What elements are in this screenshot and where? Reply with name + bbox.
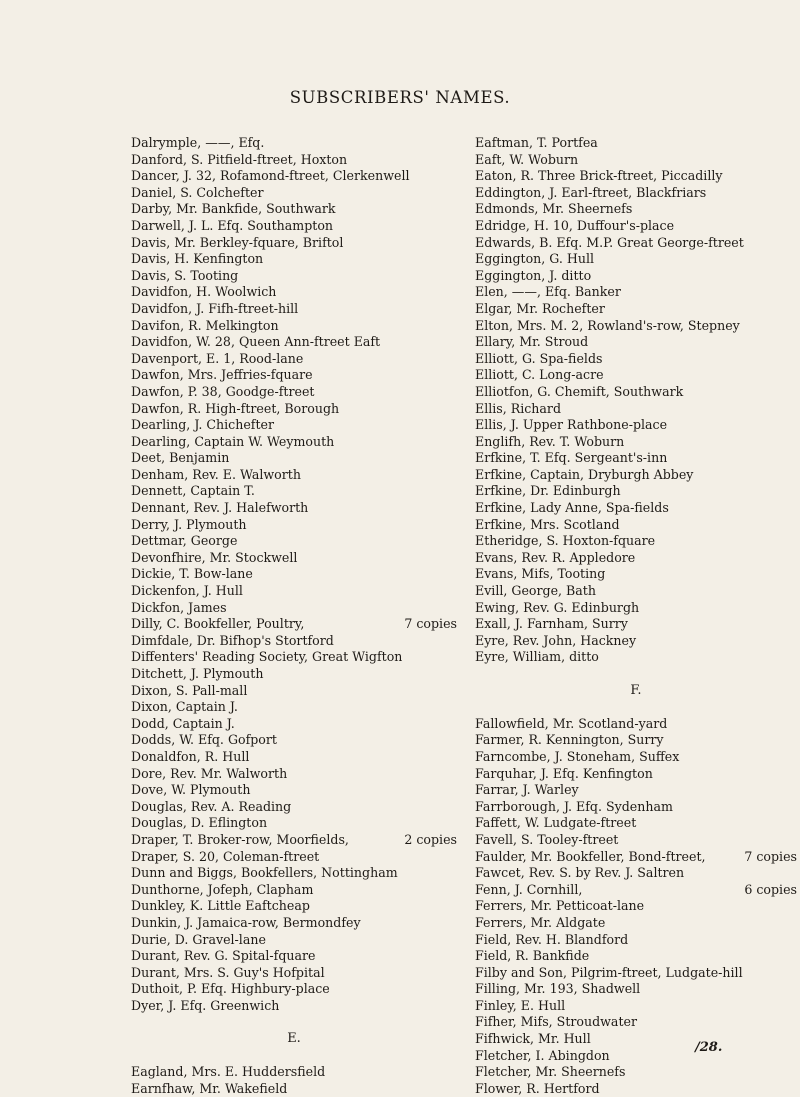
subscriber-entry (475, 616, 797, 633)
subscriber-name: Douglas, D. Eflington (131, 815, 268, 831)
subscriber-name: Durant, Mrs. S. Guy's Hofpital (131, 964, 325, 980)
subscriber-entry (475, 948, 797, 965)
subscriber-name: Dettmar, George (131, 533, 238, 549)
subscriber-entry (131, 185, 457, 202)
subscriber-name: Ferrers, Mr. Aldgate (475, 914, 606, 930)
subscriber-entry (131, 351, 457, 368)
subscriber-name: Durant, Rev. G. Spital-fquare (131, 948, 316, 964)
subscriber-entry (475, 583, 797, 600)
subscriber-entry (475, 517, 797, 534)
subscriber-entry (131, 616, 457, 633)
subscriber-entry (131, 417, 457, 434)
subscriber-name: Elliott, G. Spa-fields (475, 350, 603, 366)
subscriber-entry (131, 915, 457, 932)
subscriber-name: Earnfhaw, Mr. Wakefield (131, 1080, 288, 1096)
subscriber-name: Dove, W. Plymouth (131, 782, 251, 798)
subscriber-name: Dancer, J. 32, Rofamond-ftreet, Clerkenwell (131, 168, 410, 184)
subscriber-name: Darwell, J. L. Efq. Southampton (131, 217, 334, 233)
subscriber-entry (131, 1081, 457, 1097)
subscriber-name: Farrborough, J. Efq. Sydenham (475, 798, 673, 814)
subscriber-name: Eggington, J. ditto (475, 267, 592, 283)
subscriber-entry (131, 981, 457, 998)
subscriber-name: Erfkine, T. Efq. Sergeant's-inn (475, 450, 668, 466)
right-column (475, 135, 797, 1097)
subscriber-entry (475, 500, 797, 517)
subscriber-entry (475, 1014, 797, 1031)
subscriber-entry (475, 168, 797, 185)
subscriber-name: Dearling, Captain W. Weymouth (131, 433, 335, 449)
page-heading: SUBSCRIBERS' NAMES. (289, 88, 511, 107)
subscriber-entry (131, 600, 457, 617)
subscriber-entry (131, 450, 457, 467)
subscriber-entry (475, 965, 797, 982)
subscriber-name: Dawfon, Mrs. Jeffries-fquare (131, 367, 313, 383)
subscriber-entry (475, 334, 797, 351)
subscriber-name: Edwards, B. Efq. M.P. Great George-ftreet (475, 234, 744, 250)
subscriber-name: Filby and Son, Pilgrim-ftreet, Ludgate-hill (475, 964, 743, 980)
subscriber-entry (475, 550, 797, 567)
subscriber-entry (475, 1031, 797, 1048)
subscriber-entry (131, 583, 457, 600)
subscriber-name: Deet, Benjamin (131, 450, 230, 466)
subscriber-name: Dunn and Biggs, Bookfellers, Nottingham (131, 865, 398, 881)
subscriber-name: Eggington, G. Hull (475, 251, 595, 267)
subscriber-entry (475, 998, 797, 1015)
section-letter: E. (287, 1031, 301, 1047)
subscriber-name: Dyer, J. Efq. Greenwich (131, 997, 280, 1013)
subscriber-name: Faffett, W. Ludgate-ftreet (475, 815, 637, 831)
subscriber-name: Dennett, Captain T. (131, 483, 255, 499)
subscriber-entry (131, 483, 457, 500)
subscriber-entry (131, 666, 457, 683)
subscriber-name: Devonfhire, Mr. Stockwell (131, 549, 298, 565)
subscriber-name: Elliotfon, G. Chemift, Southwark (475, 383, 684, 399)
subscriber-entry (131, 334, 457, 351)
subscriber-name: Dunkley, K. Little Eaftcheap (131, 898, 310, 914)
subscriber-entry (131, 500, 457, 517)
subscriber-name: Diffenters' Reading Society, Great Wigfton (131, 649, 403, 665)
subscriber-name: Dawfon, P. 38, Goodge-ftreet (131, 383, 315, 399)
subscriber-name: Erfkine, Dr. Edinburgh (475, 483, 621, 499)
subscriber-entry (475, 799, 797, 816)
subscriber-name: Fifhwick, Mr. Hull (475, 1031, 591, 1047)
subscriber-entry (131, 284, 457, 301)
subscriber-entry (131, 235, 457, 252)
subscriber-name: Erfkine, Lady Anne, Spa-fields (475, 500, 669, 516)
subscriber-entry (131, 517, 457, 534)
subscriber-entry (131, 716, 457, 733)
copies-count: 7 copies (404, 616, 457, 632)
subscriber-name: Finley, E. Hull (475, 997, 566, 1013)
subscriber-entry (475, 284, 797, 301)
subscriber-entry (475, 367, 797, 384)
subscriber-name: Elton, Mrs. M. 2, Rowland's-row, Stepney (475, 317, 740, 333)
subscriber-entry (131, 152, 457, 169)
subscriber-entry (475, 732, 797, 749)
subscriber-name: Fawcet, Rev. S. by Rev. J. Saltren (475, 865, 685, 881)
signature-mark: /28. (695, 1040, 723, 1055)
copies-count: 6 copies (744, 881, 797, 897)
subscriber-entry (475, 898, 797, 915)
subscriber-entry (131, 135, 457, 152)
subscriber-entry (131, 832, 457, 849)
left-column (131, 135, 457, 1097)
subscriber-entry (131, 898, 457, 915)
subscriber-name: Dodds, W. Efq. Gofport (131, 732, 277, 748)
subscriber-entry (475, 749, 797, 766)
subscriber-entry (131, 649, 457, 666)
subscriber-entry (131, 268, 457, 285)
subscriber-name: Farquhar, J. Efq. Kenfington (475, 765, 653, 781)
subscriber-name: Dore, Rev. Mr. Walworth (131, 765, 288, 781)
subscriber-entry (131, 882, 457, 899)
subscriber-name: Dearling, J. Chichefter (131, 417, 274, 433)
subscriber-name: Field, Rev. H. Blandford (475, 931, 629, 947)
subscriber-name: Duthoit, P. Efq. Highbury-place (131, 981, 330, 997)
subscriber-name: Douglas, Rev. A. Reading (131, 798, 292, 814)
subscriber-name: Danford, S. Pitfield-ftreet, Hoxton (131, 151, 348, 167)
subscriber-entry (475, 766, 797, 783)
subscriber-name: Eagland, Mrs. E. Huddersfield (131, 1064, 326, 1080)
subscriber-entry (131, 201, 457, 218)
subscriber-name: Evans, Rev. R. Appledore (475, 549, 636, 565)
subscriber-name: Eaft, W. Woburn (475, 151, 579, 167)
subscriber-name: Daniel, S. Colchefter (131, 184, 264, 200)
subscriber-entry (475, 649, 797, 666)
subscriber-entry (475, 251, 797, 268)
subscriber-entry (475, 1081, 797, 1097)
subscriber-entry (131, 766, 457, 783)
subscriber-entry (475, 865, 797, 882)
subscriber-name: Dawfon, R. High-ftreet, Borough (131, 400, 340, 416)
subscriber-name: Ferrers, Mr. Petticoat-lane (475, 898, 645, 914)
subscriber-entry (131, 782, 457, 799)
spacer (131, 1014, 457, 1031)
subscriber-entry (131, 301, 457, 318)
subscriber-entry (131, 401, 457, 418)
subscriber-entry (475, 533, 797, 550)
subscriber-name: Dixon, S. Pall-mall (131, 682, 248, 698)
subscriber-entry (131, 467, 457, 484)
subscriber-name: Edmonds, Mr. Sheernefs (475, 201, 633, 217)
subscriber-entry (475, 152, 797, 169)
subscriber-entry (131, 384, 457, 401)
subscriber-name: Denham, Rev. E. Walworth (131, 466, 301, 482)
subscriber-entry (131, 998, 457, 1015)
subscriber-entry (475, 932, 797, 949)
subscriber-entry (475, 882, 797, 899)
subscriber-entry (475, 417, 797, 434)
subscriber-name: Davenport, E. 1, Rood-lane (131, 350, 304, 366)
copies-count: 7 copies (744, 848, 797, 864)
subscriber-name: Field, R. Bankfide (475, 948, 590, 964)
subscriber-name: Evans, Mifs, Tooting (475, 566, 606, 582)
subscriber-entry (475, 401, 797, 418)
subscriber-entry (131, 749, 457, 766)
subscriber-entry (131, 434, 457, 451)
subscriber-name: Dodd, Captain J. (131, 715, 235, 731)
subscriber-entry (475, 600, 797, 617)
subscriber-name: Davidfon, H. Woolwich (131, 284, 277, 300)
subscriber-entry (475, 832, 797, 849)
subscriber-name: Eyre, William, ditto (475, 649, 599, 665)
subscriber-name: Exall, J. Farnham, Surry (475, 616, 628, 632)
subscriber-entry (131, 732, 457, 749)
subscriber-name: Dickenfon, J. Hull (131, 583, 243, 599)
subscriber-entry (131, 683, 457, 700)
subscriber-entry (475, 1048, 797, 1065)
subscriber-entry (475, 235, 797, 252)
subscriber-name: Filling, Mr. 193, Shadwell (475, 981, 641, 997)
subscriber-entry (131, 633, 457, 650)
subscriber-name: Donaldfon, R. Hull (131, 748, 250, 764)
subscriber-name: Davidfon, W. 28, Queen Ann-ftreet Eaft (131, 334, 381, 350)
subscriber-entry (131, 218, 457, 235)
subscriber-name: Draper, T. Broker-row, Moorfields, (131, 831, 349, 847)
subscriber-entry (475, 450, 797, 467)
subscriber-name: Dunkin, J. Jamaica-row, Bermondfey (131, 914, 361, 930)
subscriber-name: Fletcher, I. Abingdon (475, 1047, 610, 1063)
subscriber-name: Fletcher, Mr. Sheernefs (475, 1064, 626, 1080)
subscriber-entry (475, 915, 797, 932)
subscriber-entry (475, 201, 797, 218)
subscriber-name: Dunthorne, Jofeph, Clapham (131, 881, 314, 897)
subscriber-name: Dixon, Captain J. (131, 699, 238, 715)
subscriber-entry (475, 384, 797, 401)
subscriber-entry (475, 467, 797, 484)
subscriber-entry (131, 799, 457, 816)
subscriber-name: Ewing, Rev. G. Edinburgh (475, 599, 640, 615)
subscriber-name: Davifon, R. Melkington (131, 317, 279, 333)
subscriber-entry (475, 633, 797, 650)
subscriber-name: Elen, ——, Efq. Banker (475, 284, 621, 300)
spacer (475, 699, 797, 716)
subscriber-name: Ellis, J. Upper Rathbone-place (475, 417, 668, 433)
subscriber-name: Fallowfield, Mr. Scotland-yard (475, 715, 668, 731)
subscriber-entry (475, 981, 797, 998)
subscriber-name: Farncombe, J. Stoneham, Suffex (475, 748, 680, 764)
subscriber-entry (131, 168, 457, 185)
subscriber-entry (131, 367, 457, 384)
subscriber-entry (475, 483, 797, 500)
subscriber-entry (475, 185, 797, 202)
subscriber-entry (131, 251, 457, 268)
subscriber-entry (131, 849, 457, 866)
section-letter: F. (630, 682, 642, 698)
subscriber-name: Eyre, Rev. John, Hackney (475, 632, 637, 648)
subscriber-entry (475, 268, 797, 285)
subscriber-name: Elliott, C. Long-acre (475, 367, 604, 383)
subscriber-name: Englifh, Rev. T. Woburn (475, 433, 625, 449)
subscriber-entry (131, 318, 457, 335)
subscriber-entry (475, 815, 797, 832)
subscriber-entry (131, 948, 457, 965)
subscriber-name: Davis, Mr. Berkley-fquare, Briftol (131, 234, 344, 250)
subscriber-entry (475, 135, 797, 152)
subscriber-name: Faulder, Mr. Bookfeller, Bond-ftreet, (475, 848, 706, 864)
subscriber-entry (131, 965, 457, 982)
copies-count: 2 copies (404, 831, 457, 847)
subscriber-name: Edridge, H. 10, Duffour's-place (475, 217, 675, 233)
subscriber-name: Fifher, Mifs, Stroudwater (475, 1014, 637, 1030)
subscriber-entry (131, 699, 457, 716)
subscriber-entry (475, 566, 797, 583)
subscriber-name: Eaton, R. Three Brick-ftreet, Piccadilly (475, 168, 723, 184)
subscriber-name: Ellis, Richard (475, 400, 562, 416)
subscriber-entry (131, 533, 457, 550)
subscriber-entry (475, 301, 797, 318)
subscriber-name: Dimfdale, Dr. Bifhop's Stortford (131, 632, 334, 648)
subscriber-name: Dickfon, James (131, 599, 227, 615)
subscriber-name: Ellary, Mr. Stroud (475, 334, 589, 350)
subscriber-entry (475, 849, 797, 866)
subscriber-entry (475, 782, 797, 799)
subscriber-name: Draper, S. 20, Coleman-ftreet (131, 848, 320, 864)
subscriber-name: Ditchett, J. Plymouth (131, 666, 264, 681)
subscriber-entry (131, 932, 457, 949)
subscriber-name: Farmer, R. Kennington, Surry (475, 732, 664, 748)
subscriber-name: Derry, J. Plymouth (131, 516, 247, 532)
subscriber-name: Davis, H. Kenfington (131, 251, 264, 267)
subscriber-name: Flower, R. Hertford (475, 1080, 600, 1096)
subscriber-entry (131, 865, 457, 882)
subscriber-entry (475, 716, 797, 733)
subscriber-name: Evill, George, Bath (475, 583, 596, 599)
subscriber-name: Etheridge, S. Hoxton-fquare (475, 533, 656, 549)
subscriber-name: Dilly, C. Bookfeller, Poultry, (131, 616, 305, 632)
subscriber-entry (475, 218, 797, 235)
subscriber-name: Davis, S. Tooting (131, 267, 239, 283)
subscriber-name: Erfkine, Mrs. Scotland (475, 516, 620, 532)
subscriber-name: Elgar, Mr. Rochefter (475, 300, 605, 316)
subscriber-name: Eddington, J. Earl-ftreet, Blackfriars (475, 184, 707, 200)
spacer (131, 1048, 457, 1065)
subscriber-name: Dickie, T. Bow-lane (131, 566, 253, 582)
subscriber-entry (475, 351, 797, 368)
subscriber-name: Dalrymple, ——, Efq. (131, 135, 265, 150)
subscriber-name: Favell, S. Tooley-ftreet (475, 831, 619, 847)
subscriber-name: Erfkine, Captain, Dryburgh Abbey (475, 466, 694, 482)
subscriber-name: Dennant, Rev. J. Halefworth (131, 500, 309, 516)
subscriber-name: Fenn, J. Cornhill, (475, 881, 583, 897)
spacer (475, 666, 797, 683)
subscriber-entry (475, 318, 797, 335)
subscriber-entry (131, 815, 457, 832)
subscriber-name: Durie, D. Gravel-lane (131, 931, 266, 947)
subscriber-name: Davidfon, J. Fifh-ftreet-hill (131, 300, 299, 316)
subscriber-name: Eaftman, T. Portfea (475, 135, 598, 150)
subscriber-name: Farrar, J. Warley (475, 782, 579, 798)
subscriber-entry (131, 550, 457, 567)
subscriber-entry (131, 566, 457, 583)
subscriber-entry (475, 434, 797, 451)
subscriber-name: Darby, Mr. Bankfide, Southwark (131, 201, 336, 217)
